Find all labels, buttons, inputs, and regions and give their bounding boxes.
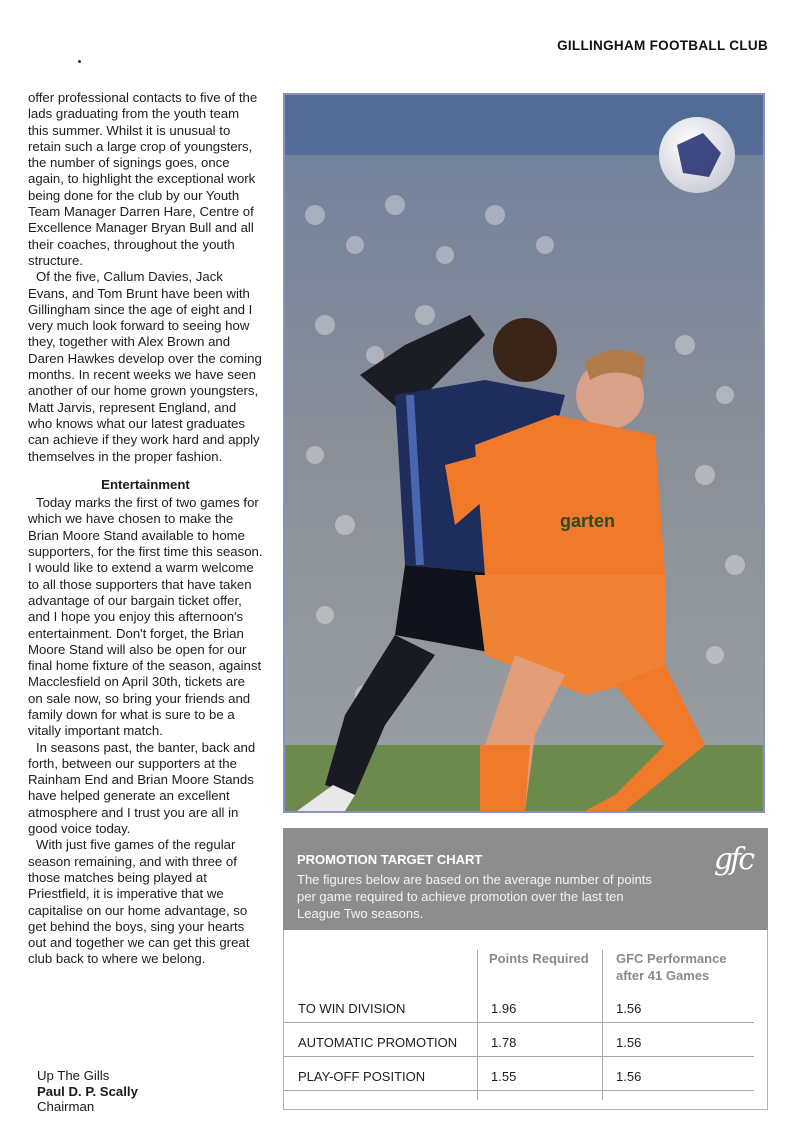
- section-heading: Entertainment: [101, 476, 190, 492]
- column-divider: [602, 950, 603, 1100]
- row-label-play-off: PLAY-OFF POSITION: [298, 1069, 426, 1084]
- club-header: GILLINGHAM FOOTBALL CLUB: [557, 38, 768, 53]
- promotion-table: [283, 930, 768, 1110]
- article-column: [28, 90, 263, 968]
- match-photo-illustration: [285, 95, 763, 811]
- match-photo: [283, 93, 765, 813]
- cell-required: 1.55: [491, 1069, 517, 1084]
- row-divider: [284, 1022, 754, 1023]
- article-paragraph-5: With just five games of the regular season remaining, and with three of those matches being played at Priestfield, it is imperative that we capitalise on our home advantage, so get behind the boys, sing your hearts out and together we can get this great club back to where we belong.: [28, 837, 250, 967]
- row-label-win-division: TO WIN DIVISION: [298, 1001, 406, 1016]
- promotion-chart-header: [283, 828, 768, 930]
- row-label-automatic-promotion: AUTOMATIC PROMOTION: [298, 1035, 458, 1050]
- signoff-name: Paul D. P. Scally: [37, 1083, 138, 1099]
- signoff-role: Chairman: [37, 1099, 95, 1114]
- cell-gfc: 1.56: [616, 1001, 642, 1016]
- row-divider: [284, 1090, 754, 1091]
- article-paragraph-3: Today marks the first of two games for which we have chosen to make the Brian Moore Stand available to home supporters, for the first time this season. I would like to extend a warm welcome to all those supporters that have taken advantage of our bargain ticket offer, and I hope you enjoy this afternoon's entertainment. Don't forget, the Brian Moore Stand will also be open for our final home fixture of the season, against Macclesfield on April 30th, tickets are on sale now, so bring your friends and family down for what is sure to be a vitally important match.: [28, 495, 263, 739]
- article-paragraph-2: Of the five, Callum Davies, Jack Evans, and Tom Brunt have been with Gillingham since the age of eight and I very much look forward to seeing how they, together with Alex Brown and Daren Hawkes develop over the coming months. In recent weeks we have seen another of our home grown youngsters, Matt Jarvis, represent England, and who knows what our latest graduates can achieve if they work hard and apply themselves in the proper fashion.: [28, 269, 262, 464]
- signoff-line: Up The Gills: [37, 1068, 110, 1083]
- article-paragraph-1: offer professional contacts to five of the lads graduating from the youth team this summer. Whilst it is unusual to retain such a large crop of youngsters, the number of signings goes, once again, to highlight the exceptional work being done for the club by our Youth Team Manager Darren Hare, Centre of Excellence Manager Bryan Bull and all their coaches, throughout the youth structure.: [28, 90, 258, 268]
- promotion-chart-description: The figures below are based on the average number of points per game required to achieve promotion over the last ten League Two seasons.: [297, 872, 652, 921]
- signoff: [37, 1068, 138, 1115]
- promotion-chart-title: PROMOTION TARGET CHART: [297, 852, 483, 867]
- column-divider: [477, 950, 478, 1100]
- gfc-logo: gfc: [713, 842, 752, 877]
- header-gfc-performance: GFC Performance after 41 Games: [616, 951, 727, 983]
- print-dot: [78, 60, 81, 63]
- article-paragraph-4: In seasons past, the banter, back and forth, between our supporters at the Rainham End and Brian Moore Stands have helped generate an excellent atmosphere and I trust you are all in good voice today.: [28, 739, 256, 837]
- svg-text:garten: garten: [560, 511, 616, 531]
- cell-required: 1.96: [491, 1001, 517, 1016]
- header-points-required: Points Required: [489, 951, 589, 966]
- row-divider: [284, 1056, 754, 1057]
- cell-gfc: 1.56: [616, 1069, 642, 1084]
- cell-required: 1.78: [491, 1035, 517, 1050]
- cell-gfc: 1.56: [616, 1035, 642, 1050]
